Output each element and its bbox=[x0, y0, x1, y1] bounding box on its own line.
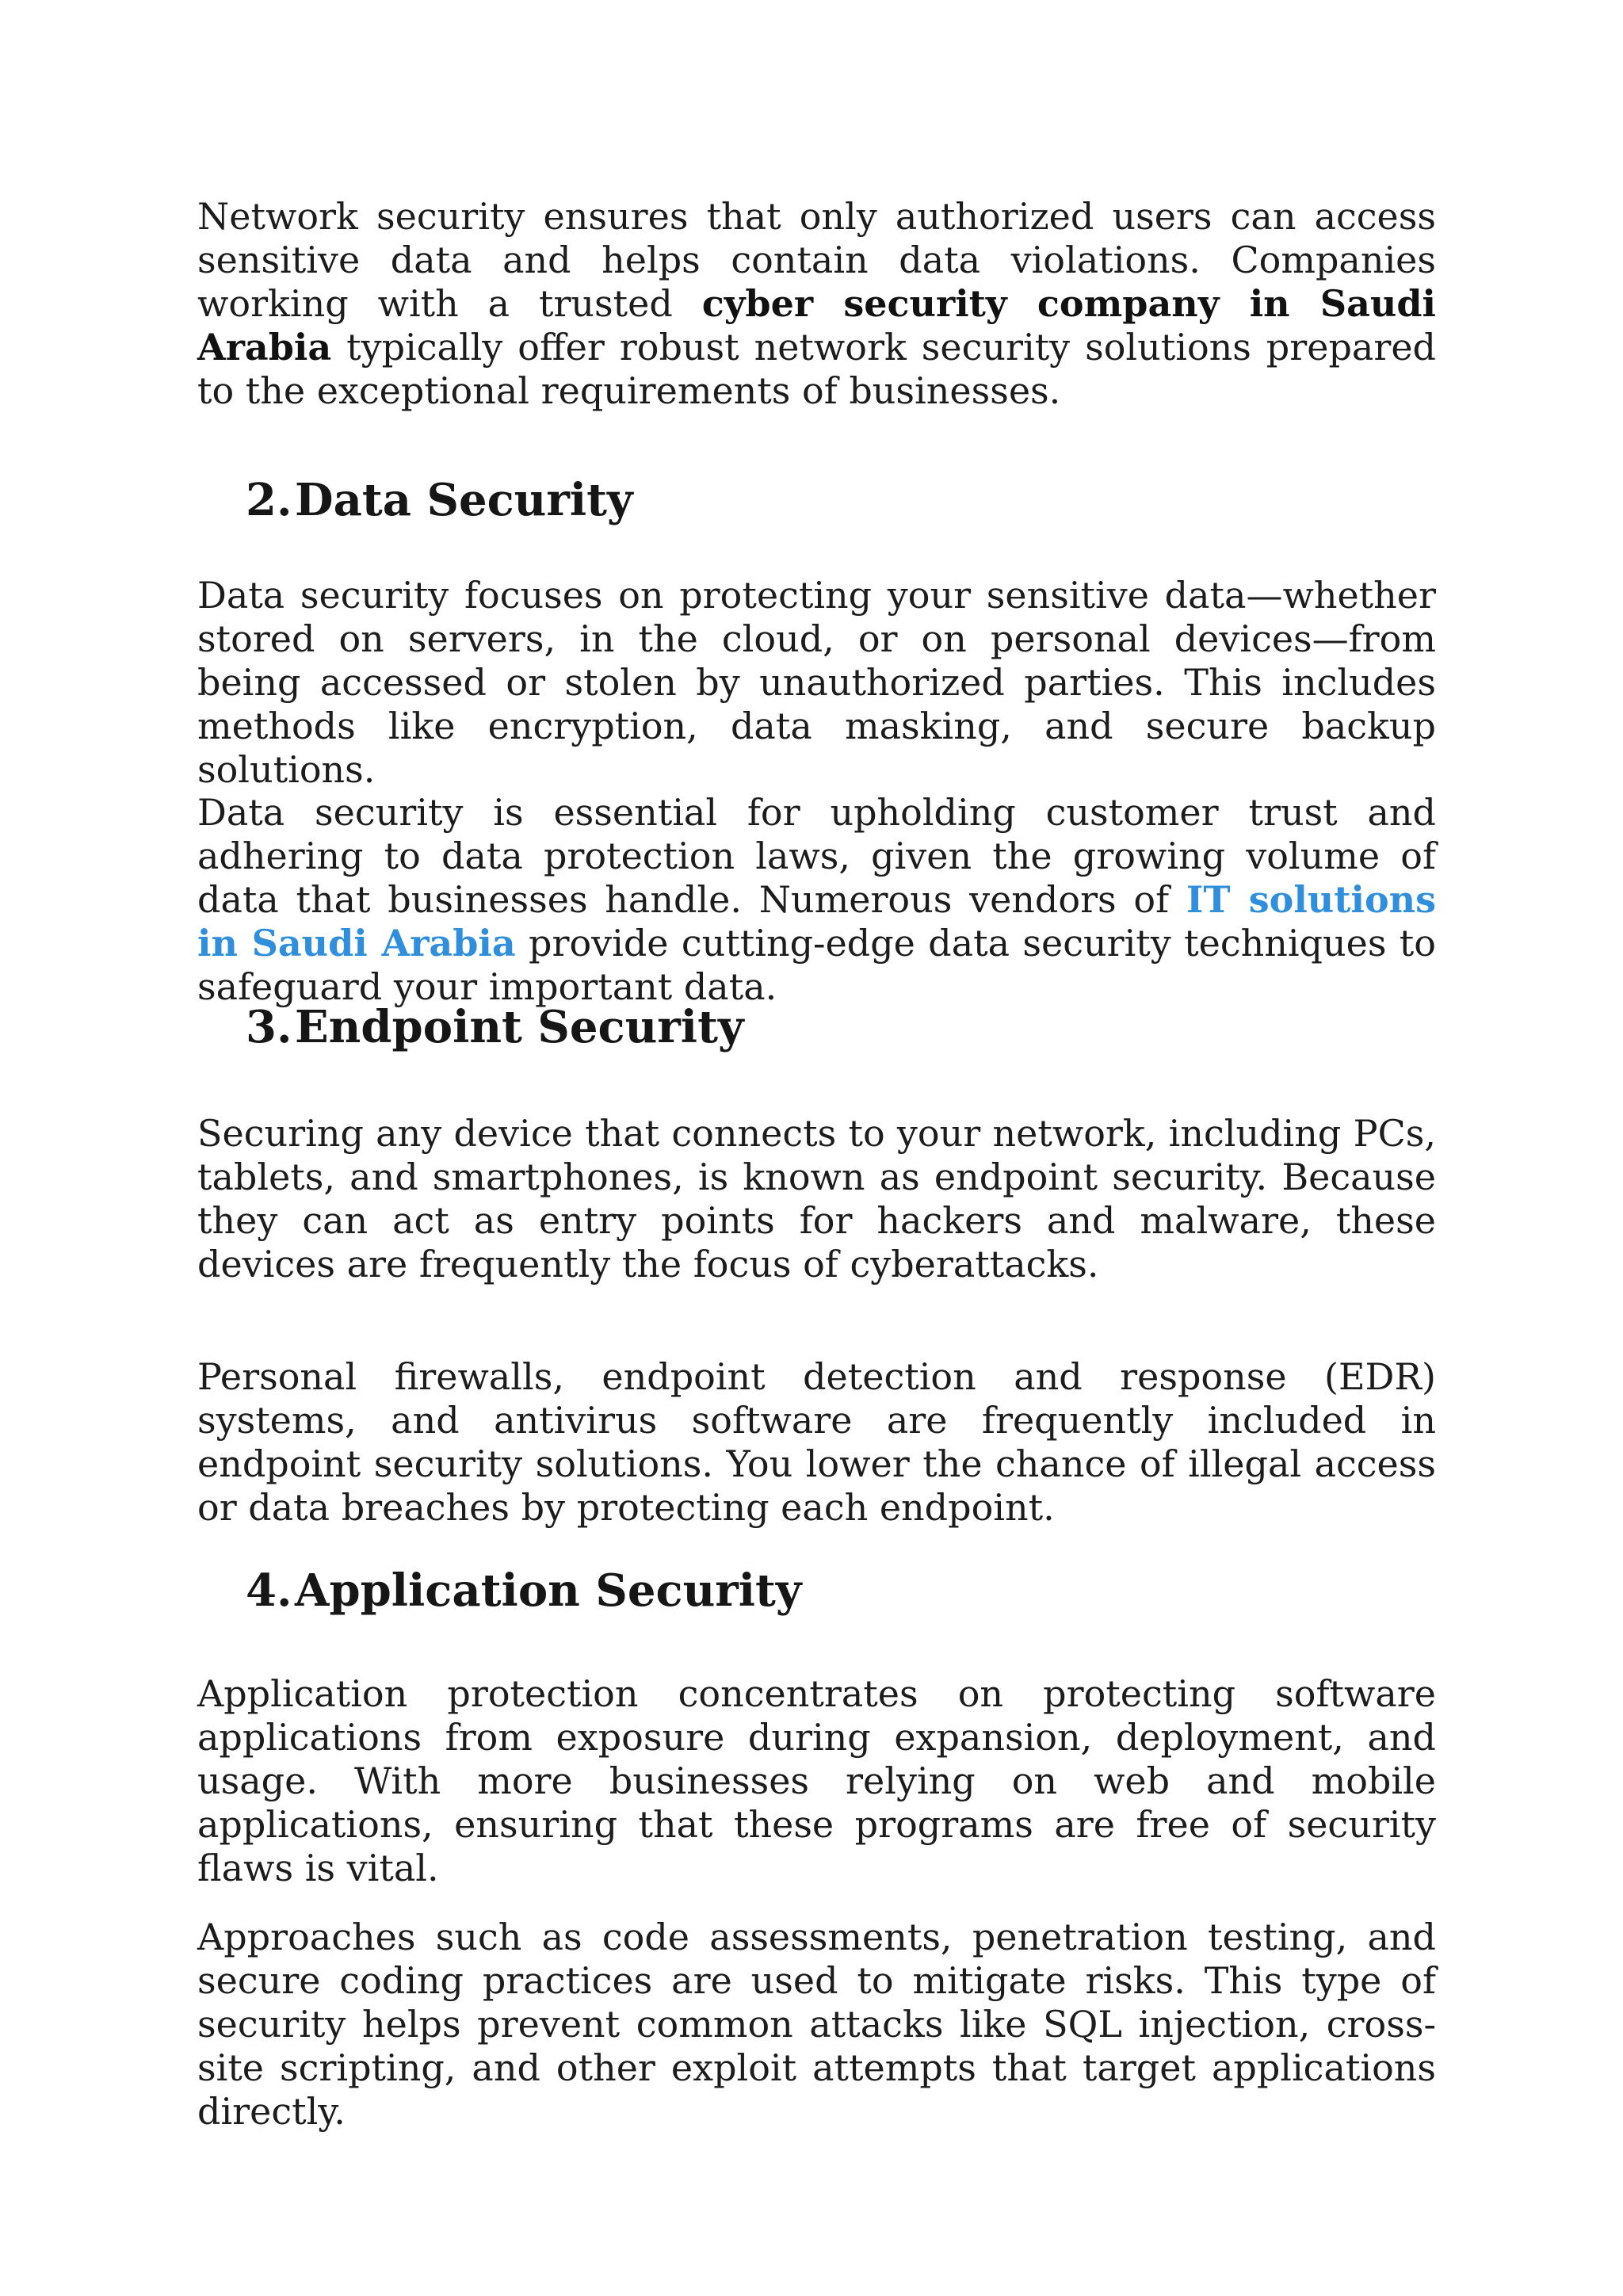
data-security-paragraph-2 bbox=[197, 791, 1436, 1009]
heading-endpoint-security bbox=[246, 999, 743, 1055]
paragraph-text-start: Data security is essential for upholding customer trust and adhering to data protection laws, given the growing volume of data that businesses handle. Numerous vendors of bbox=[197, 791, 1436, 921]
heading-title: Application Security bbox=[295, 1564, 802, 1617]
intro-bold-phrase: cyber security company in Saudi Arabia bbox=[197, 282, 1436, 369]
intro-text-end: typically offer robust network security solutions prepared to the exceptional requirements of businesses. bbox=[197, 326, 1436, 412]
data-security-paragraph-1: Data security focuses on protecting your sensitive data—whether stored on servers, in the cloud, or on personal devices—from being accessed or stolen by unauthorized parties. This includes methods like encryption, data masking, and secure backup solutions. bbox=[197, 574, 1436, 791]
heading-title: Endpoint Security bbox=[295, 1001, 744, 1053]
application-security-paragraph-1: Application protection concentrates on protecting software applications from exposure during expansion, deployment, and usage. With more businesses relying on web and mobile applications, ensuring that these programs are free of security flaws is vital. bbox=[197, 1672, 1436, 1889]
application-security-paragraph-2: Approaches such as code assessments, penetration testing, and secure coding practices are used to mitigate risks. This type of security helps prevent common attacks like SQL injection, cross-site scripting, and other exploit attempts that target applications directly. bbox=[197, 1916, 1436, 2133]
endpoint-security-paragraph-2: Personal firewalls, endpoint detection and response (EDR) systems, and antivirus software are frequently included in endpoint security solutions. You lower the chance of illegal access or data breaches by protecting each endpoint. bbox=[197, 1355, 1436, 1529]
heading-data-security bbox=[246, 472, 633, 528]
it-solutions-link[interactable]: IT solutions in Saudi Arabia bbox=[197, 878, 1436, 965]
heading-application-security bbox=[246, 1563, 801, 1618]
heading-number: 4. bbox=[246, 1564, 292, 1617]
paragraph-text-end: provide cutting-edge data security techniques to safeguard your important data. bbox=[197, 922, 1436, 1008]
endpoint-security-paragraph-1: Securing any device that connects to your network, including PCs, tablets, and smartphones, is known as endpoint security. Because they can act as entry points for hackers and malware, these devices are frequently the focus of cyberattacks. bbox=[197, 1112, 1436, 1286]
intro-text-start: Network security ensures that only authorized users can access sensitive data and helps contain data violations. Companies working with a trusted bbox=[197, 195, 1436, 325]
intro-paragraph bbox=[197, 195, 1436, 413]
heading-number: 3. bbox=[246, 1001, 292, 1053]
heading-title: Data Security bbox=[295, 474, 633, 526]
heading-number: 2. bbox=[246, 474, 292, 526]
